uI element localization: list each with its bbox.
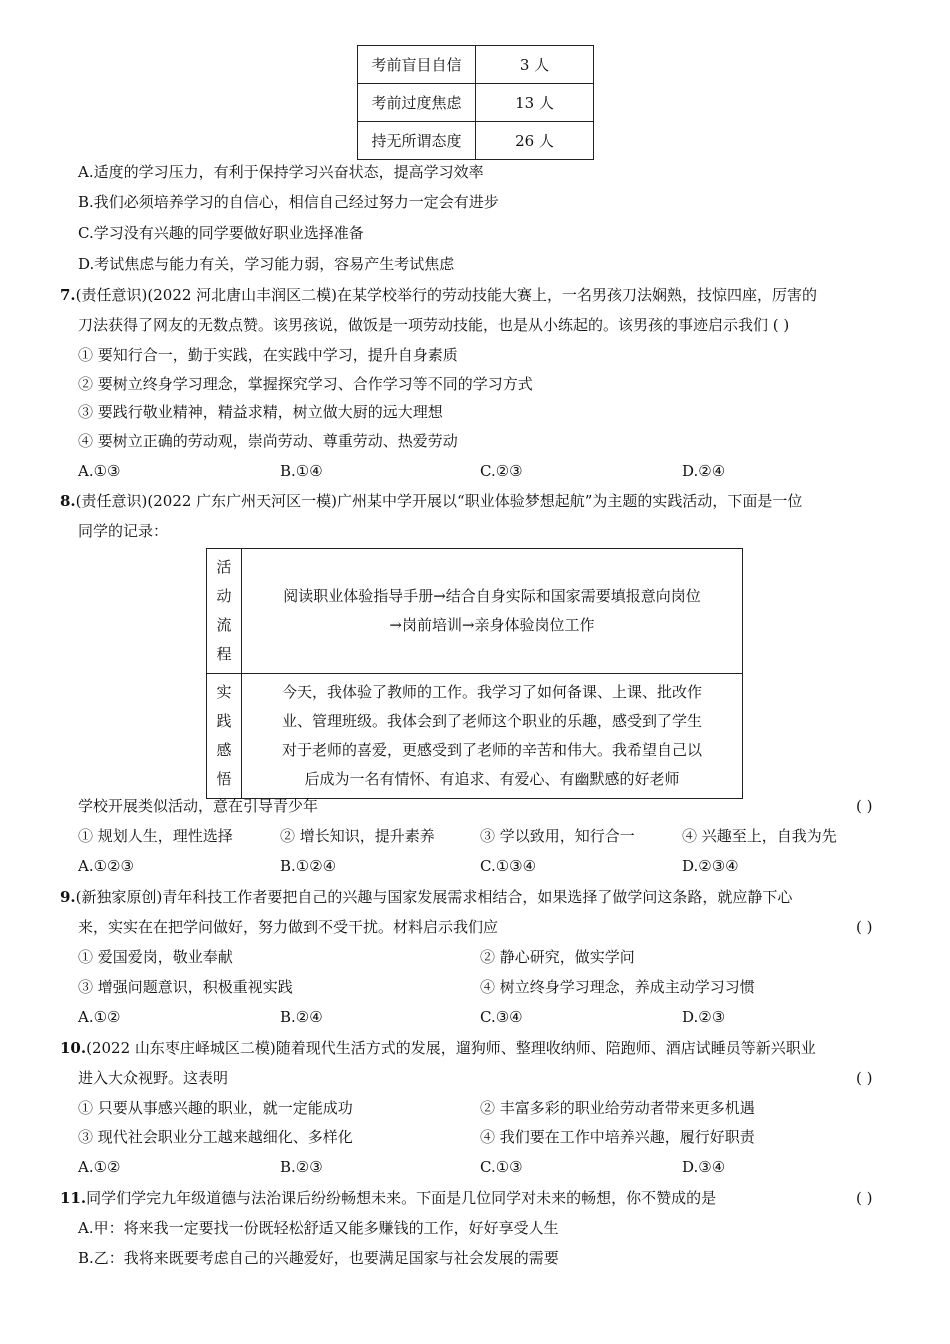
q7-stem-line2: 刀法获得了网友的无数点赞。该男孩说，做饭是一项劳动技能，也是从小练起的。该男孩的事迹启示我们 ( ) — [78, 316, 790, 334]
q9-choice-b: B.②④ — [280, 1008, 323, 1026]
table-row — [207, 674, 743, 799]
q9-item-2: ② 静心研究，做实学问 — [480, 948, 635, 966]
q6-option-c: C.学习没有兴趣的同学要做好职业选择准备 — [78, 224, 364, 242]
q10-stem-line1 — [60, 1038, 816, 1058]
q7-choice-a: A.①③ — [78, 462, 121, 480]
q11-option-a: A.甲：将来我一定要找一份既轻松舒适又能多赚钱的工作，好好享受人生 — [78, 1219, 559, 1237]
q10-item-3: ③ 现代社会职业分工越来越细化、多样化 — [78, 1128, 353, 1146]
q9-item-4: ④ 树立终身学习理念，养成主动学习习惯 — [480, 978, 755, 996]
table-cell-label: 考前过度焦虑 — [358, 84, 476, 122]
q10-item-4: ④ 我们要在工作中培养兴趣，履行好职责 — [480, 1128, 755, 1146]
q9-choice-c: C.③④ — [480, 1008, 523, 1026]
q11-answer-paren: ( ) — [856, 1189, 873, 1207]
row-header-activity-flow: 活 动 流 程 — [207, 549, 242, 674]
q9-choice-d: D.②③ — [682, 1008, 726, 1026]
q10-stem-line2: 进入大众视野。这表明 — [78, 1069, 229, 1087]
table-row — [358, 46, 594, 84]
q7-choice-b: B.①④ — [280, 462, 323, 480]
q8-item-1: ① 规划人生，理性选择 — [78, 827, 233, 845]
q9-stem-line1 — [60, 887, 792, 907]
row-header-practice-reflection: 实 践 感 悟 — [207, 674, 242, 799]
q8-choice-b: B.①②④ — [280, 857, 337, 875]
q10-answer-paren: ( ) — [856, 1069, 873, 1087]
q7-choice-c: C.②③ — [480, 462, 523, 480]
q8-answer-paren: ( ) — [856, 797, 873, 815]
q10-choice-d: D.③④ — [682, 1158, 726, 1176]
practice-reflection-content: 今天，我体验了教师的工作。我学习了如何备课、上课、批改作 业、管理班级。我体会到了老师这个职业的乐趣，感受到了学生 对于老师的喜爱，更感受到了老师的辛苦和伟大。我希望自己以 后成为一名有情怀、有追求、有爱心、有幽默感的好老师 — [242, 674, 743, 799]
q7-item-3: ③ 要践行敬业精神，精益求精，树立做大厨的远大理想 — [78, 403, 443, 421]
q7-stem-text: (责任意识)(2022 河北唐山丰润区二模)在某学校举行的劳动技能大赛上，一名男孩刀法娴熟，技惊四座，厉害的 — [75, 286, 818, 304]
q7-item-4: ④ 要树立正确的劳动观，崇尚劳动、尊重劳动、热爱劳动 — [78, 432, 458, 450]
table-cell-value: 26 人 — [476, 122, 594, 160]
table-cell-label: 考前盲目自信 — [358, 46, 476, 84]
q7-item-2: ② 要树立终身学习理念，掌握探究学习、合作学习等不同的学习方式 — [78, 375, 533, 393]
q7-stem-line1 — [60, 285, 817, 305]
q11-number: 11. — [60, 1189, 87, 1207]
q7-choice-d: D.②④ — [682, 462, 726, 480]
activity-record-table — [206, 548, 743, 799]
q9-choice-a: A.①② — [78, 1008, 121, 1026]
q11-stem-line1 — [60, 1188, 716, 1208]
q11-stem-text: 同学们学完九年级道德与法治课后纷纷畅想未来。下面是几位同学对未来的畅想，你不赞成的是 — [86, 1189, 717, 1207]
table-row — [358, 84, 594, 122]
q9-item-3: ③ 增强问题意识，积极重视实践 — [78, 978, 293, 996]
q6-option-a: A.适度的学习压力，有利于保持学习兴奋状态，提高学习效率 — [78, 163, 484, 181]
table-cell-value: 13 人 — [476, 84, 594, 122]
q6-option-b: B.我们必须培养学习的自信心，相信自己经过努力一定会有进步 — [78, 193, 499, 211]
q9-number: 9. — [60, 888, 76, 906]
q10-choice-b: B.②③ — [280, 1158, 323, 1176]
q8-number: 8. — [60, 492, 76, 510]
q10-choice-c: C.①③ — [480, 1158, 523, 1176]
activity-flow-content: 阅读职业体验指导手册→结合自身实际和国家需要填报意向岗位 →岗前培训→亲身体验岗位工作 — [242, 549, 743, 674]
q8-stem-text: (责任意识)(2022 广东广州天河区一模)广州某中学开展以“职业体验梦想起航”为主题的实践活动，下面是一位 — [75, 492, 803, 510]
q8-stem-line1 — [60, 491, 802, 511]
table-cell-label: 持无所谓态度 — [358, 122, 476, 160]
q9-item-1: ① 爱国爱岗，敬业奉献 — [78, 948, 233, 966]
q10-number: 10. — [60, 1039, 87, 1057]
table-cell-value: 3 人 — [476, 46, 594, 84]
q11-option-b: B.乙：我将来既要考虑自己的兴趣爱好，也要满足国家与社会发展的需要 — [78, 1249, 559, 1267]
survey-table — [357, 45, 594, 160]
q10-item-2: ② 丰富多彩的职业给劳动者带来更多机遇 — [480, 1099, 755, 1117]
q8-item-2: ② 增长知识，提升素养 — [280, 827, 435, 845]
table-row — [207, 549, 743, 674]
q6-option-d: D.考试焦虑与能力有关，学习能力弱，容易产生考试焦虑 — [78, 255, 455, 273]
q10-choice-a: A.①② — [78, 1158, 121, 1176]
q8-stem-line2: 同学的记录： — [78, 522, 169, 540]
q10-item-1: ① 只要从事感兴趣的职业，就一定能成功 — [78, 1099, 353, 1117]
q9-answer-paren: ( ) — [856, 918, 873, 936]
q7-number: 7. — [60, 286, 76, 304]
q9-stem-text: (新独家原创)青年科技工作者要把自己的兴趣与国家发展需求相结合，如果选择了做学问这条路，就应静下心 — [75, 888, 793, 906]
q10-stem-text: (2022 山东枣庄峄城区二模)随着现代生活方式的发展，遛狗师、整理收纳师、陪跑师、酒店试睡员等新兴职业 — [86, 1039, 816, 1057]
q7-item-1: ① 要知行合一，勤于实践，在实践中学习，提升自身素质 — [78, 346, 458, 364]
q8-item-4: ④ 兴趣至上，自我为先 — [682, 827, 837, 845]
q8-item-3: ③ 学以致用，知行合一 — [480, 827, 635, 845]
q9-stem-line2: 来，实实在在把学问做好，努力做到不受干扰。材料启示我们应 — [78, 918, 499, 936]
table-row — [358, 122, 594, 160]
q8-question: 学校开展类似活动，意在引导青少年 — [78, 797, 319, 815]
q8-choice-d: D.②③④ — [682, 857, 739, 875]
q8-choice-a: A.①②③ — [78, 857, 134, 875]
q8-choice-c: C.①③④ — [480, 857, 537, 875]
